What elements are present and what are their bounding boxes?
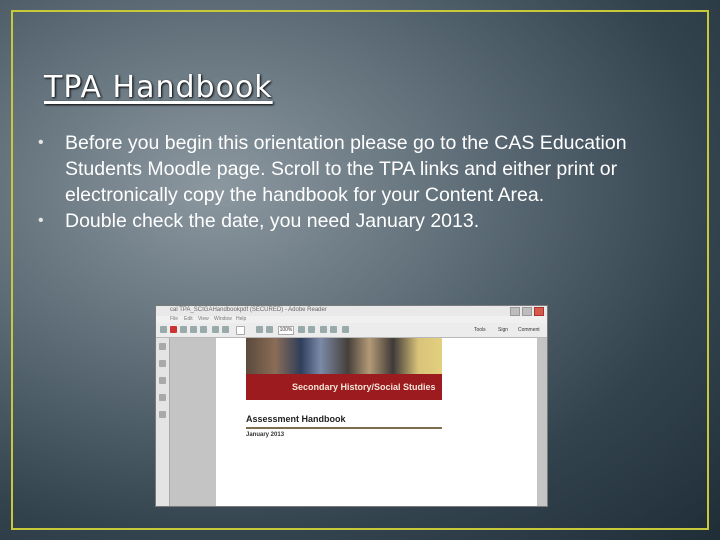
comment-icon: [320, 326, 327, 333]
bullet-glyph: •: [38, 212, 44, 229]
tools-link: Tools: [474, 327, 486, 333]
attachments-icon: [159, 377, 166, 384]
comment-link: Comment: [518, 327, 540, 333]
reader-menubar: [156, 316, 547, 323]
menu-item-file: File: [170, 316, 179, 322]
document-heading: Assessment Handbook: [246, 414, 346, 424]
bullet-text: Double check the date, you need January 2013.: [65, 210, 480, 232]
previous-page-icon: [212, 326, 219, 333]
window-controls: [510, 307, 544, 316]
signatures-icon: [159, 394, 166, 401]
menu-item-edit: Edit: [184, 316, 193, 322]
reader-sidebar: [156, 338, 170, 506]
save-icon: [180, 326, 187, 333]
reader-titlebar: [156, 306, 547, 316]
bookmarks-icon: [159, 360, 166, 367]
minimize-icon: [510, 307, 520, 316]
open-icon: [160, 326, 167, 333]
reader-window-title: cal TPA_SCIGAHandbookpdf (SECURED) - Adobe Reader: [170, 307, 327, 313]
bullet-item: [38, 208, 688, 234]
create-pdf-icon: [170, 326, 177, 333]
bullet-glyph: •: [38, 134, 44, 151]
menu-item-window: Window: [214, 316, 232, 322]
maximize-icon: [522, 307, 532, 316]
bullet-item: [38, 130, 688, 208]
menu-item-help: Help: [236, 316, 247, 322]
cover-banner: [246, 374, 442, 400]
slide-title: TPA Handbook: [44, 70, 273, 105]
menu-item-view: View: [198, 316, 209, 322]
next-page-icon: [222, 326, 229, 333]
pdf-page: [216, 338, 537, 506]
zoom-field: 100%: [279, 327, 293, 333]
zoom-in-icon: [266, 326, 273, 333]
sign-icon: [342, 326, 349, 333]
document-date: January 2013: [246, 432, 285, 438]
page-number-field: [236, 326, 245, 335]
print-icon: [190, 326, 197, 333]
layers-icon: [159, 411, 166, 418]
bullet-list: [38, 130, 688, 234]
page-thumbnails-icon: [159, 343, 166, 350]
email-icon: [200, 326, 207, 333]
highlight-icon: [330, 326, 337, 333]
reader-toolbar: [156, 323, 547, 338]
zoom-out-icon: [256, 326, 263, 333]
close-icon: [534, 307, 544, 316]
cover-photo-collage: [246, 338, 442, 374]
banner-text: Secondary History/Social Studies: [292, 382, 436, 392]
heading-rule: [246, 427, 442, 429]
fit-page-icon: [298, 326, 305, 333]
bullet-text: Before you begin this orientation please go to the CAS Education Students Moodle page. Scroll to the TPA links and either print or electronically copy the handbook for your Content Area.: [65, 132, 627, 206]
fit-width-icon: [308, 326, 315, 333]
sign-link: Sign: [498, 327, 509, 333]
pdf-reader-screenshot: [155, 305, 548, 507]
